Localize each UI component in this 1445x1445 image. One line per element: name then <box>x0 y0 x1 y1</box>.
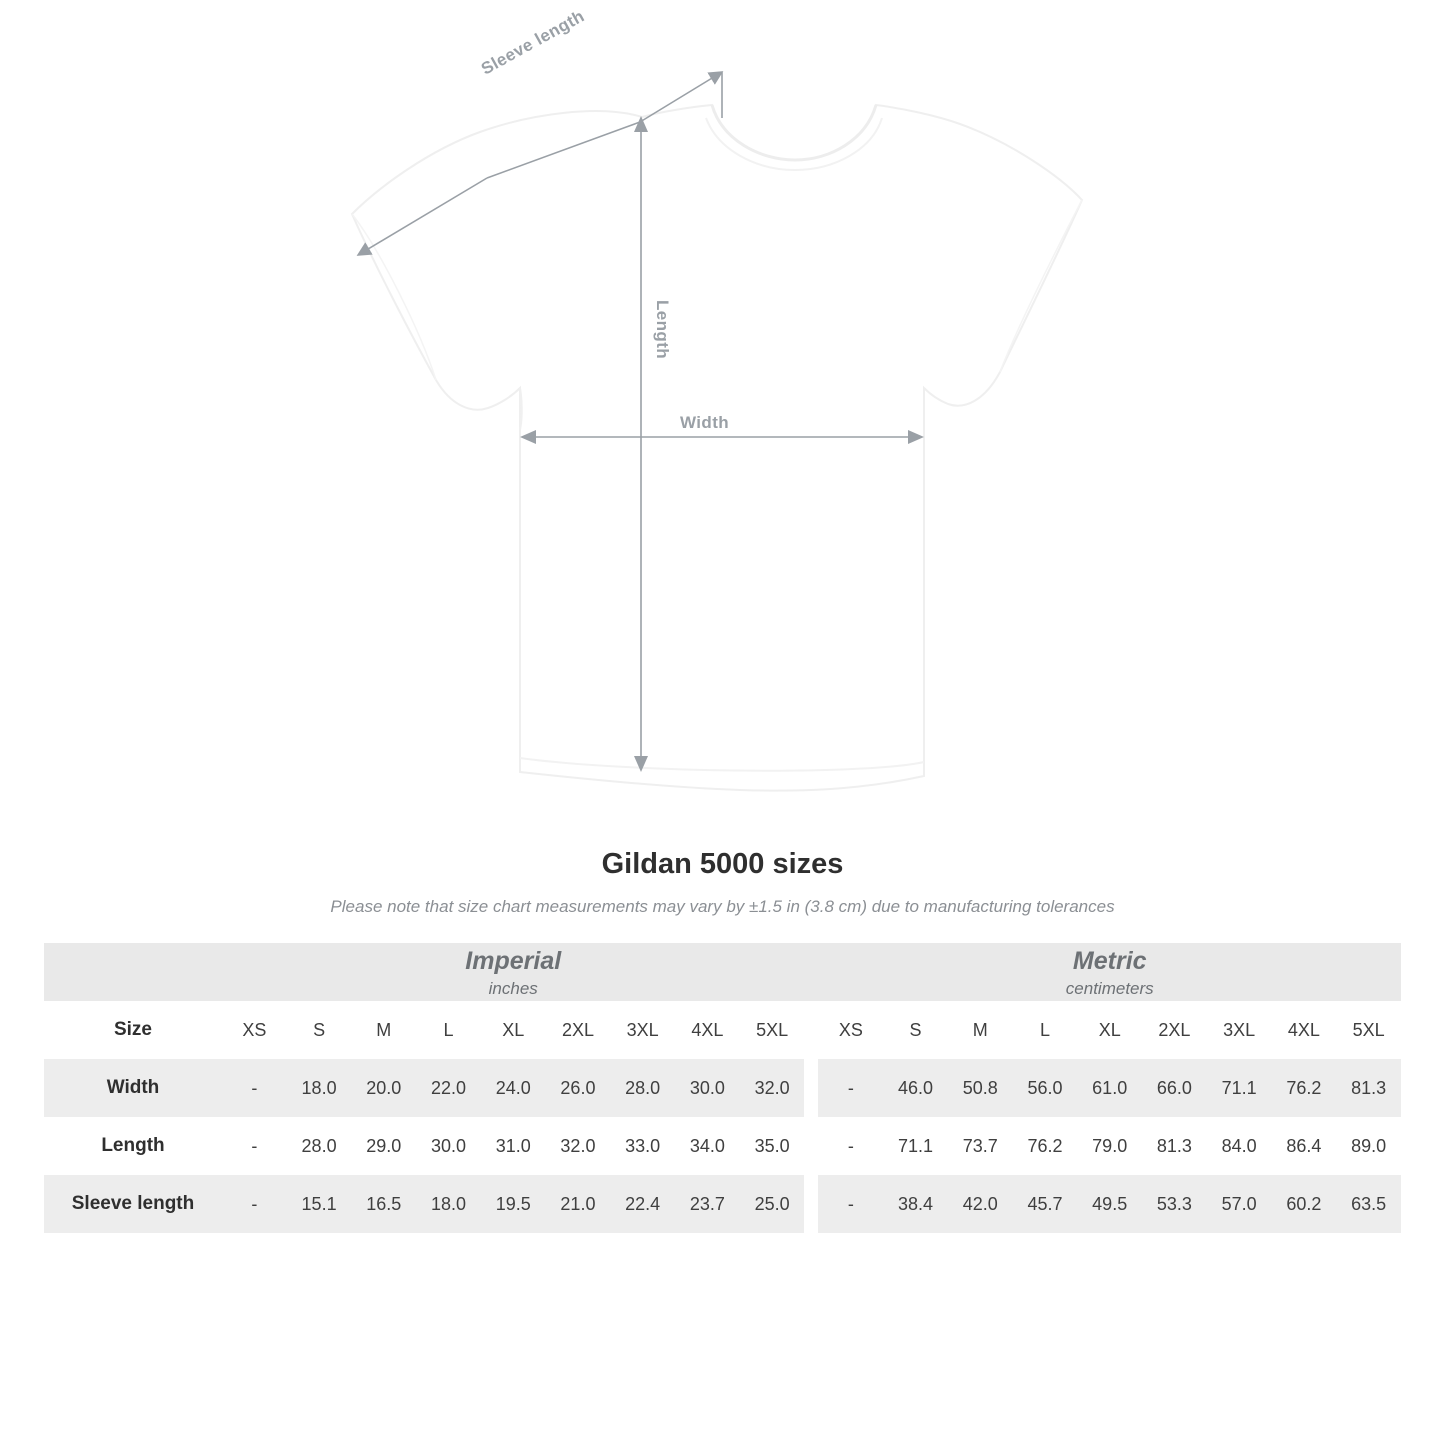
size-table-wrapper <box>44 943 1401 1233</box>
sleeve-imperial-xs: - <box>222 1175 287 1233</box>
length-metric-2xl: 81.3 <box>1142 1117 1207 1175</box>
sleeve-imperial-2xl: 21.0 <box>546 1175 611 1233</box>
length-imperial-2xl: 32.0 <box>546 1117 611 1175</box>
header-metric-3xl: 3XL <box>1207 1001 1272 1059</box>
length-metric-5xl: 89.0 <box>1336 1117 1401 1175</box>
row-gap <box>804 1117 818 1175</box>
width-label: Width <box>680 413 730 432</box>
table-row <box>44 1059 1401 1117</box>
size-header-row <box>44 1001 1401 1059</box>
sleeve-metric-m: 42.0 <box>948 1175 1013 1233</box>
size-table <box>44 943 1401 1233</box>
length-metric-m: 73.7 <box>948 1117 1013 1175</box>
sleeve-metric-2xl: 53.3 <box>1142 1175 1207 1233</box>
page-title: Gildan 5000 sizes <box>601 848 844 880</box>
header-metric-m: M <box>948 1001 1013 1059</box>
header-metric-s: S <box>883 1001 948 1059</box>
width-metric-4xl: 76.2 <box>1272 1059 1337 1117</box>
sleeve-imperial-4xl: 23.7 <box>675 1175 740 1233</box>
width-imperial-xs: - <box>222 1059 287 1117</box>
length-imperial-m: 29.0 <box>351 1117 416 1175</box>
title-block <box>0 848 1445 917</box>
row-gap <box>804 1175 818 1233</box>
table-row <box>44 1117 1401 1175</box>
band-gap <box>804 943 818 1001</box>
length-imperial-4xl: 34.0 <box>675 1117 740 1175</box>
imperial-band <box>222 943 804 1001</box>
width-metric-3xl: 71.1 <box>1207 1059 1272 1117</box>
width-metric-l: 56.0 <box>1013 1059 1078 1117</box>
width-metric-2xl: 66.0 <box>1142 1059 1207 1117</box>
length-imperial-s: 28.0 <box>287 1117 352 1175</box>
table-row <box>44 1175 1401 1233</box>
sleeve-imperial-l: 18.0 <box>416 1175 481 1233</box>
sleeve-imperial-xl: 19.5 <box>481 1175 546 1233</box>
row-label-length: Length <box>44 1117 222 1175</box>
header-metric-5xl: 5XL <box>1336 1001 1401 1059</box>
length-label: Length <box>653 300 672 360</box>
imperial-unit-label: inches <box>488 978 538 998</box>
sleeve-metric-xs: - <box>818 1175 883 1233</box>
sleeve-metric-5xl: 63.5 <box>1336 1175 1401 1233</box>
metric-band <box>818 943 1401 1001</box>
header-imperial-m: M <box>351 1001 416 1059</box>
width-metric-xl: 61.0 <box>1077 1059 1142 1117</box>
width-metric-xs: - <box>818 1059 883 1117</box>
width-metric-s: 46.0 <box>883 1059 948 1117</box>
size-header-label: Size <box>44 1001 222 1059</box>
length-imperial-xl: 31.0 <box>481 1117 546 1175</box>
sleeve-metric-xl: 49.5 <box>1077 1175 1142 1233</box>
sleeve-imperial-s: 15.1 <box>287 1175 352 1233</box>
row-label-width: Width <box>44 1059 222 1117</box>
sleeve-metric-s: 38.4 <box>883 1175 948 1233</box>
width-imperial-m: 20.0 <box>351 1059 416 1117</box>
sleeve-imperial-5xl: 25.0 <box>740 1175 805 1233</box>
width-imperial-3xl: 28.0 <box>610 1059 675 1117</box>
length-imperial-3xl: 33.0 <box>610 1117 675 1175</box>
header-metric-xl: XL <box>1077 1001 1142 1059</box>
metric-system-label: Metric <box>1072 947 1147 976</box>
length-metric-xs: - <box>818 1117 883 1175</box>
row-label-sleeve-length: Sleeve length <box>44 1175 222 1233</box>
width-imperial-2xl: 26.0 <box>546 1059 611 1117</box>
sleeve-metric-4xl: 60.2 <box>1272 1175 1337 1233</box>
unit-band-row <box>44 943 1401 1001</box>
header-imperial-xs: XS <box>222 1001 287 1059</box>
header-imperial-s: S <box>287 1001 352 1059</box>
length-imperial-5xl: 35.0 <box>740 1117 805 1175</box>
width-imperial-4xl: 30.0 <box>675 1059 740 1117</box>
header-metric-xs: XS <box>818 1001 883 1059</box>
width-imperial-xl: 24.0 <box>481 1059 546 1117</box>
row-gap <box>804 1059 818 1117</box>
sleeve-imperial-m: 16.5 <box>351 1175 416 1233</box>
width-imperial-5xl: 32.0 <box>740 1059 805 1117</box>
length-metric-3xl: 84.0 <box>1207 1117 1272 1175</box>
band-spacer <box>44 943 222 1001</box>
header-imperial-4xl: 4XL <box>675 1001 740 1059</box>
header-imperial-5xl: 5XL <box>740 1001 805 1059</box>
header-gap <box>804 1001 818 1059</box>
length-metric-xl: 79.0 <box>1077 1117 1142 1175</box>
sleeve-metric-l: 45.7 <box>1013 1175 1078 1233</box>
header-imperial-2xl: 2XL <box>546 1001 611 1059</box>
sleeve-imperial-3xl: 22.4 <box>610 1175 675 1233</box>
width-metric-5xl: 81.3 <box>1336 1059 1401 1117</box>
tolerance-note: Please note that size chart measurements may vary by ±1.5 in (3.8 cm) due to manufacturing tolerances <box>330 897 1115 916</box>
width-metric-m: 50.8 <box>948 1059 1013 1117</box>
imperial-system-label: Imperial <box>465 947 562 976</box>
header-imperial-l: L <box>416 1001 481 1059</box>
length-metric-s: 71.1 <box>883 1117 948 1175</box>
length-metric-l: 76.2 <box>1013 1117 1078 1175</box>
sleeve-length-label: Sleeve length <box>478 6 588 79</box>
header-metric-4xl: 4XL <box>1272 1001 1337 1059</box>
length-metric-4xl: 86.4 <box>1272 1117 1337 1175</box>
header-metric-l: L <box>1013 1001 1078 1059</box>
header-imperial-xl: XL <box>481 1001 546 1059</box>
width-imperial-s: 18.0 <box>287 1059 352 1117</box>
tshirt-shape <box>352 105 1082 791</box>
length-imperial-xs: - <box>222 1117 287 1175</box>
length-imperial-l: 30.0 <box>416 1117 481 1175</box>
width-imperial-l: 22.0 <box>416 1059 481 1117</box>
header-imperial-3xl: 3XL <box>610 1001 675 1059</box>
metric-unit-label: centimeters <box>1065 978 1154 998</box>
sleeve-metric-3xl: 57.0 <box>1207 1175 1272 1233</box>
header-metric-2xl: 2XL <box>1142 1001 1207 1059</box>
